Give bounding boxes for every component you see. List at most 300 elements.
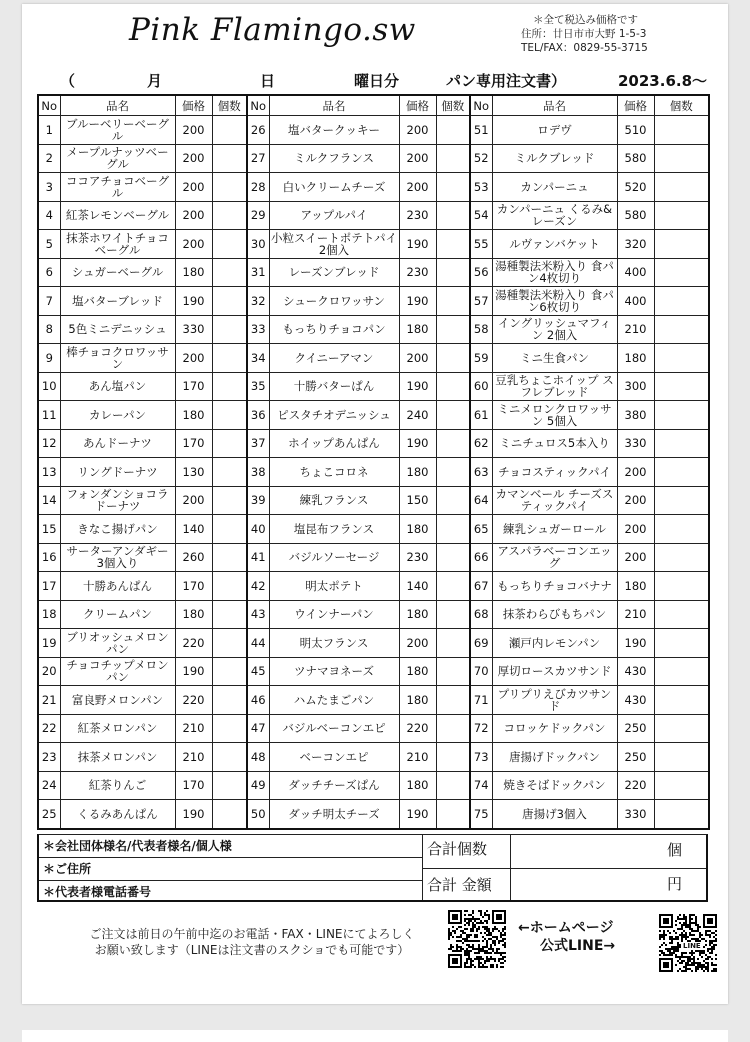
- item-name: クリームパン: [60, 600, 175, 629]
- item-price: 430: [617, 657, 654, 686]
- item-qty-field[interactable]: [436, 600, 470, 629]
- total-amount-field[interactable]: 円: [666, 875, 682, 893]
- item-qty-field[interactable]: [212, 401, 247, 430]
- item-name: カマンベール チーズスティックパイ: [492, 486, 617, 515]
- total-amount-label: 合計 金額: [427, 876, 492, 894]
- item-qty-field[interactable]: [212, 372, 247, 401]
- table-row: [38, 372, 709, 401]
- item-no: 58: [470, 315, 492, 344]
- item-qty-field[interactable]: [212, 258, 247, 287]
- item-name: シュークロワッサン: [269, 287, 399, 316]
- item-name: 塩バタークッキー: [269, 116, 399, 145]
- item-name: 湯種製法米粉入り 食パン6枚切り: [492, 287, 617, 316]
- item-no: 55: [470, 230, 492, 259]
- item-name: チョコスティックパイ: [492, 458, 617, 487]
- item-price: 380: [617, 401, 654, 430]
- item-name: ちょこコロネ: [269, 458, 399, 487]
- item-qty-field[interactable]: [212, 800, 247, 829]
- item-price: 230: [399, 258, 436, 287]
- item-qty-field[interactable]: [436, 800, 470, 829]
- item-qty-field[interactable]: [654, 429, 709, 458]
- item-no: 62: [470, 429, 492, 458]
- item-qty-field[interactable]: [212, 572, 247, 601]
- item-name: ミニチュロス5本入り: [492, 429, 617, 458]
- item-qty-field[interactable]: [436, 714, 470, 743]
- table-row: [38, 116, 709, 145]
- item-qty-field[interactable]: [436, 287, 470, 316]
- item-no: 46: [247, 686, 269, 715]
- table-row: [38, 173, 709, 202]
- item-no: 18: [38, 600, 60, 629]
- item-no: 70: [470, 657, 492, 686]
- homepage-link[interactable]: ←ホームページ: [518, 920, 614, 936]
- item-qty-field[interactable]: [436, 173, 470, 202]
- homepage-qr-code[interactable]: [448, 910, 506, 968]
- item-no: 25: [38, 800, 60, 829]
- item-no: 3: [38, 173, 60, 202]
- item-price: 150: [399, 486, 436, 515]
- item-qty-field[interactable]: [212, 173, 247, 202]
- item-qty-field[interactable]: [212, 144, 247, 173]
- item-qty-field[interactable]: [436, 572, 470, 601]
- table-row: [38, 344, 709, 373]
- item-name: ダッチチーズぱん: [269, 771, 399, 800]
- item-no: 75: [470, 800, 492, 829]
- item-price: 180: [617, 572, 654, 601]
- item-name: 十勝バターぱん: [269, 372, 399, 401]
- item-name: イングリッシュマフィン 2個入: [492, 315, 617, 344]
- item-name: ミニ生食パン: [492, 344, 617, 373]
- item-no: 22: [38, 714, 60, 743]
- item-name: 唐揚げ3個入: [492, 800, 617, 829]
- item-price: 210: [617, 315, 654, 344]
- header-weekday: 曜日分: [354, 72, 400, 90]
- item-no: 64: [470, 486, 492, 515]
- item-price: 220: [617, 771, 654, 800]
- item-qty-field[interactable]: [654, 458, 709, 487]
- item-qty-field[interactable]: [212, 771, 247, 800]
- table-row: [38, 515, 709, 544]
- item-price: 180: [399, 458, 436, 487]
- item-price: 230: [399, 543, 436, 572]
- item-price: 180: [617, 344, 654, 373]
- item-qty-field[interactable]: [436, 629, 470, 658]
- item-no: 68: [470, 600, 492, 629]
- item-qty-field[interactable]: [212, 714, 247, 743]
- address-field[interactable]: ＊ご住所: [39, 858, 422, 881]
- item-price: 330: [617, 800, 654, 829]
- item-price: 430: [617, 686, 654, 715]
- table-row: [38, 800, 709, 829]
- item-qty-field[interactable]: [654, 771, 709, 800]
- item-no: 57: [470, 287, 492, 316]
- totals-values: [511, 835, 706, 900]
- item-price: 140: [399, 572, 436, 601]
- item-qty-field[interactable]: [654, 486, 709, 515]
- item-no: 16: [38, 543, 60, 572]
- item-name: きなこ揚げパン: [60, 515, 175, 544]
- table-header-row: [38, 95, 709, 116]
- item-no: 60: [470, 372, 492, 401]
- item-no: 8: [38, 315, 60, 344]
- item-qty-field[interactable]: [654, 743, 709, 772]
- item-name: チョコチップメロンパン: [60, 657, 175, 686]
- col-no: No: [470, 95, 492, 116]
- item-price: 190: [175, 657, 212, 686]
- item-qty-field[interactable]: [436, 743, 470, 772]
- footer-note-line2: お願い致します（LINEは注文書のスクショでも可能です）: [94, 943, 410, 957]
- item-name: ホイップあんぱん: [269, 429, 399, 458]
- item-no: 1: [38, 116, 60, 145]
- item-price: 580: [617, 201, 654, 230]
- item-no: 44: [247, 629, 269, 658]
- item-price: 330: [617, 429, 654, 458]
- item-qty-field[interactable]: [654, 258, 709, 287]
- item-name: 塩昆布フランス: [269, 515, 399, 544]
- item-qty-field[interactable]: [436, 515, 470, 544]
- col-qty: 個数: [212, 95, 247, 116]
- item-qty-field[interactable]: [212, 629, 247, 658]
- item-name: ブルーベリーベーグル: [60, 116, 175, 145]
- item-no: 71: [470, 686, 492, 715]
- item-no: 7: [38, 287, 60, 316]
- item-name: レーズンブレッド: [269, 258, 399, 287]
- table-row: [38, 543, 709, 572]
- item-name: ココアチョコベーグル: [60, 173, 175, 202]
- item-no: 56: [470, 258, 492, 287]
- item-price: 190: [399, 230, 436, 259]
- item-price: 200: [399, 173, 436, 202]
- item-name: もっちりチョコバナナ: [492, 572, 617, 601]
- item-price: 250: [617, 743, 654, 772]
- company-name-field[interactable]: ＊会社団体様名/代表者様名/個人様: [39, 835, 422, 858]
- item-qty-field[interactable]: [436, 657, 470, 686]
- item-qty-field[interactable]: [212, 315, 247, 344]
- item-name: シュガーベーグル: [60, 258, 175, 287]
- item-qty-field[interactable]: [654, 543, 709, 572]
- item-qty-field[interactable]: [654, 800, 709, 829]
- item-qty-field[interactable]: [436, 344, 470, 373]
- phone-field[interactable]: ＊代表者様電話番号: [43, 885, 152, 899]
- item-no: 45: [247, 657, 269, 686]
- item-no: 13: [38, 458, 60, 487]
- item-no: 72: [470, 714, 492, 743]
- item-no: 49: [247, 771, 269, 800]
- item-name: 明太フランス: [269, 629, 399, 658]
- item-qty-field[interactable]: [654, 230, 709, 259]
- item-name: 富良野メロンパン: [60, 686, 175, 715]
- item-name: ダッチ明太チーズ: [269, 800, 399, 829]
- item-qty-field[interactable]: [212, 686, 247, 715]
- item-qty-field[interactable]: [436, 230, 470, 259]
- item-price: 200: [399, 116, 436, 145]
- item-price: 180: [399, 657, 436, 686]
- item-qty-field[interactable]: [212, 743, 247, 772]
- header-date: 2023.6.8～: [618, 72, 708, 90]
- item-qty-field[interactable]: [654, 315, 709, 344]
- item-qty-field[interactable]: [436, 401, 470, 430]
- item-price: 520: [617, 173, 654, 202]
- item-name: コロッケドックパン: [492, 714, 617, 743]
- item-price: 200: [617, 543, 654, 572]
- table-row: [38, 315, 709, 344]
- table-row: [38, 714, 709, 743]
- item-price: 200: [175, 486, 212, 515]
- item-price: 230: [399, 201, 436, 230]
- item-name: 瀬戸内レモンパン: [492, 629, 617, 658]
- item-qty-field[interactable]: [436, 201, 470, 230]
- item-name: フォンダンショコラ ドーナツ: [60, 486, 175, 515]
- header-day: 日: [260, 72, 276, 90]
- item-name: バジルソーセージ: [269, 543, 399, 572]
- item-price: 510: [617, 116, 654, 145]
- table-row: [38, 201, 709, 230]
- item-price: 170: [175, 771, 212, 800]
- item-name: くるみあんぱん: [60, 800, 175, 829]
- item-name: 焼きそばドックパン: [492, 771, 617, 800]
- item-qty-field[interactable]: [654, 686, 709, 715]
- qr-code-icon: [448, 910, 506, 968]
- item-name: バジルベーコンエピ: [269, 714, 399, 743]
- item-name: 練乳シュガーロール: [492, 515, 617, 544]
- item-price: 190: [175, 800, 212, 829]
- order-sheet: [22, 4, 728, 1004]
- item-name: 抹茶わらびもちパン: [492, 600, 617, 629]
- table-row: [38, 458, 709, 487]
- item-qty-field[interactable]: [436, 486, 470, 515]
- item-name: 豆乳ちょこホイップ スフレブレッド: [492, 372, 617, 401]
- item-price: 220: [175, 629, 212, 658]
- item-price: 400: [617, 258, 654, 287]
- item-name: ハムたまごパン: [269, 686, 399, 715]
- item-no: 39: [247, 486, 269, 515]
- item-price: 130: [175, 458, 212, 487]
- item-qty-field[interactable]: [436, 372, 470, 401]
- footer-note-line1: ご注文は前日の午前中迄のお電話・FAX・LINEにてよろしく: [89, 927, 415, 941]
- item-qty-field[interactable]: [654, 372, 709, 401]
- item-name: 小粒スイートポテトパイ 2個入: [270, 230, 398, 257]
- col-qty: 個数: [654, 95, 709, 116]
- item-qty-field[interactable]: [436, 686, 470, 715]
- item-price: 220: [175, 686, 212, 715]
- item-qty-field[interactable]: [654, 116, 709, 145]
- item-no: 2: [38, 144, 60, 173]
- customer-info: [39, 835, 423, 900]
- item-price: 300: [617, 372, 654, 401]
- item-price: 170: [175, 372, 212, 401]
- col-price: 価格: [399, 95, 436, 116]
- item-no: 40: [247, 515, 269, 544]
- item-price: 260: [175, 543, 212, 572]
- item-price: 180: [175, 600, 212, 629]
- item-name: 白いクリームチーズ: [269, 173, 399, 202]
- item-no: 35: [247, 372, 269, 401]
- item-qty-field[interactable]: [212, 515, 247, 544]
- item-price: 210: [399, 743, 436, 772]
- item-qty-field[interactable]: [212, 429, 247, 458]
- item-name: ベーコンエピ: [269, 743, 399, 772]
- item-name: 厚切ロースカツサンド: [492, 657, 617, 686]
- col-price: 価格: [175, 95, 212, 116]
- shop-address: 住所：廿日市市大野 1-5-3: [521, 28, 647, 40]
- item-name: ロデヴ: [492, 116, 617, 145]
- item-qty-field[interactable]: [212, 344, 247, 373]
- item-no: 50: [247, 800, 269, 829]
- item-price: 200: [175, 344, 212, 373]
- item-name: プリプリえびカツサンド: [492, 686, 617, 715]
- item-price: 200: [175, 230, 212, 259]
- item-qty-field[interactable]: [654, 572, 709, 601]
- item-no: 54: [470, 201, 492, 230]
- item-price: 400: [617, 287, 654, 316]
- totals-labels: [423, 835, 511, 900]
- item-no: 19: [38, 629, 60, 658]
- item-name: ウインナーパン: [269, 600, 399, 629]
- item-qty-field[interactable]: [654, 287, 709, 316]
- item-price: 200: [617, 515, 654, 544]
- item-qty-field[interactable]: [212, 486, 247, 515]
- item-no: 47: [247, 714, 269, 743]
- item-price: 190: [617, 629, 654, 658]
- item-qty-field[interactable]: [212, 230, 247, 259]
- item-qty-field[interactable]: [436, 258, 470, 287]
- item-no: 74: [470, 771, 492, 800]
- item-name: あんドーナツ: [60, 429, 175, 458]
- tax-note: ＊全て税込み価格です: [533, 14, 638, 26]
- item-price: 180: [399, 315, 436, 344]
- table-row: [38, 771, 709, 800]
- item-name: ミニメロンクロワッサン 5個入: [492, 401, 617, 430]
- item-qty-field[interactable]: [212, 116, 247, 145]
- item-qty-field[interactable]: [654, 629, 709, 658]
- col-qty: 個数: [436, 95, 470, 116]
- item-name: リングドーナツ: [60, 458, 175, 487]
- item-qty-field[interactable]: [654, 714, 709, 743]
- item-qty-field[interactable]: [654, 401, 709, 430]
- item-no: 66: [470, 543, 492, 572]
- item-name: ブリオッシュメロンパン: [60, 629, 175, 658]
- item-name: ツナマヨネーズ: [269, 657, 399, 686]
- item-qty-field[interactable]: [654, 657, 709, 686]
- item-qty-field[interactable]: [654, 515, 709, 544]
- item-qty-field[interactable]: [654, 344, 709, 373]
- item-no: 15: [38, 515, 60, 544]
- item-name: サーターアンダギー 3個入り: [60, 543, 175, 572]
- item-qty-field[interactable]: [212, 543, 247, 572]
- line-link[interactable]: 公式LINE→: [540, 938, 616, 954]
- item-no: 28: [247, 173, 269, 202]
- item-no: 59: [470, 344, 492, 373]
- item-qty-field[interactable]: [212, 201, 247, 230]
- item-name: 抹茶ホワイトチョコ ベーグル: [60, 230, 175, 259]
- item-price: 200: [617, 458, 654, 487]
- item-price: 190: [399, 287, 436, 316]
- item-qty-field[interactable]: [212, 657, 247, 686]
- item-price: 180: [175, 401, 212, 430]
- item-no: 67: [470, 572, 492, 601]
- col-no: No: [38, 95, 60, 116]
- item-qty-field[interactable]: [436, 771, 470, 800]
- footer-links: [518, 919, 658, 955]
- item-qty-field[interactable]: [212, 600, 247, 629]
- item-qty-field[interactable]: [654, 144, 709, 173]
- table-row: [38, 572, 709, 601]
- item-no: 53: [470, 173, 492, 202]
- item-name: あん塩パン: [60, 372, 175, 401]
- item-no: 24: [38, 771, 60, 800]
- item-price: 200: [175, 116, 212, 145]
- item-qty-field[interactable]: [654, 201, 709, 230]
- item-no: 20: [38, 657, 60, 686]
- col-name: 品名: [60, 95, 175, 116]
- item-price: 200: [175, 173, 212, 202]
- table-row: [38, 657, 709, 686]
- footer-note: [77, 926, 427, 958]
- header-title: パン専用注文書）: [446, 72, 567, 90]
- item-price: 180: [175, 258, 212, 287]
- total-qty-field[interactable]: 個: [511, 835, 706, 869]
- item-no: 33: [247, 315, 269, 344]
- item-name: ピスタチオデニッシュ: [269, 401, 399, 430]
- item-no: 31: [247, 258, 269, 287]
- item-price: 200: [617, 486, 654, 515]
- summary-section: [37, 834, 708, 902]
- item-no: 43: [247, 600, 269, 629]
- item-qty-field[interactable]: [654, 173, 709, 202]
- item-name: 唐揚げドックパン: [492, 743, 617, 772]
- item-qty-field[interactable]: [654, 600, 709, 629]
- item-qty-field[interactable]: [436, 144, 470, 173]
- item-no: 26: [247, 116, 269, 145]
- item-qty-field[interactable]: [436, 429, 470, 458]
- item-price: 250: [617, 714, 654, 743]
- item-no: 48: [247, 743, 269, 772]
- table-row: [38, 743, 709, 772]
- item-qty-field[interactable]: [212, 287, 247, 316]
- item-no: 73: [470, 743, 492, 772]
- item-price: 190: [399, 800, 436, 829]
- item-price: 210: [617, 600, 654, 629]
- total-qty-label: 合計個数: [423, 835, 510, 869]
- item-name: 紅茶メロンパン: [60, 714, 175, 743]
- item-qty-field[interactable]: [436, 458, 470, 487]
- item-qty-field[interactable]: [436, 116, 470, 145]
- table-row: [38, 401, 709, 430]
- item-price: 200: [175, 144, 212, 173]
- item-price: 140: [175, 515, 212, 544]
- item-qty-field[interactable]: [436, 315, 470, 344]
- item-no: 14: [38, 486, 60, 515]
- item-qty-field[interactable]: [436, 543, 470, 572]
- item-price: 200: [399, 144, 436, 173]
- item-qty-field[interactable]: [212, 458, 247, 487]
- item-name: 練乳フランス: [269, 486, 399, 515]
- item-no: 34: [247, 344, 269, 373]
- item-no: 41: [247, 543, 269, 572]
- item-price: 220: [399, 714, 436, 743]
- item-name: 十勝あんぱん: [60, 572, 175, 601]
- item-name: カンパーニュ くるみ&レーズン: [492, 201, 617, 230]
- shop-phone: TEL/FAX：0829-55-3715: [521, 42, 648, 54]
- item-no: 6: [38, 258, 60, 287]
- item-no: 4: [38, 201, 60, 230]
- item-no: 38: [247, 458, 269, 487]
- item-no: 10: [38, 372, 60, 401]
- table-row: [38, 230, 709, 259]
- col-name: 品名: [269, 95, 399, 116]
- item-no: 27: [247, 144, 269, 173]
- table-row: [38, 486, 709, 515]
